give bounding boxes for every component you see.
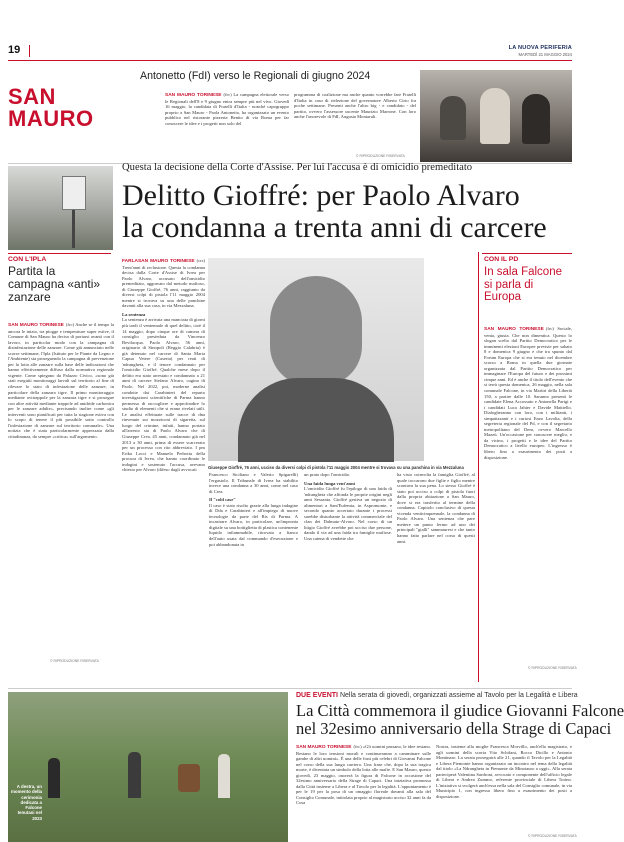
top-story-text-1: (frc) La campagna elettorale verso le Regionali dell'8 e 9 giugno entra sempre più nel vivo. Giovedì 16 maggio, la candidata di Fratelli d'Italia - nonché capogruppo proprio a San Mauro - Paola Antonetto, ha organizzato un evento pubblico nel ristorante pizzeria Benito di via Roma per far conoscere le idee e i progetti non solo del xyxy=(165,92,289,126)
section-label xyxy=(8,86,133,130)
header-rule xyxy=(8,60,572,61)
header-date: MARTEDÌ 21 MAGGIO 2024 xyxy=(518,52,572,57)
bottom-story-col1 xyxy=(296,744,431,838)
main-story-headline xyxy=(122,180,547,244)
left-story-rule xyxy=(8,253,111,254)
top-story-headline: Antonetto (FdI) verso le Regionali di giugno 2024 xyxy=(140,70,371,82)
main-story-col2 xyxy=(209,472,298,684)
top-story-col2 xyxy=(294,92,416,154)
bottom-story-text-1: (frc) «Gli uomini passano, le idee restano. Restano le loro tensioni morali e continueranno a camminare sulle gambe di altri uomini». È una delle frasi più celebri di Giovanni Falcone nel corso della sua lunga carriera. Una frase che, dopo la sua tragica morte, è diventata un simbolo della lotta alle mafie. E San Mauro, questo giovedì, 23 maggio, onorerà la figura di Falcone in occasione del 32esimo anniversario della Strage di Capaci. Una iniziativa promossa dalla Città insieme a Libera e al Tavolo per la legalità. L'appuntamento è per le 19 per la posa di un omaggio floreale davanti alla sala del Consiglio Comunale, intitolata proprio al magistrato ucciso 32 anni fa da Cosa xyxy=(296,744,431,806)
bottom-headline-line-2: nel 32esimo anniversario della Strage di Capaci xyxy=(296,719,612,738)
bottom-story-text-2: Nostra, insieme alla moglie Francesca Morvillo, anch'ella magistrato, e agli uomini della scorta Vito Schifani, Rocco Dicillo e Antonio Montinaro. La serata proseguirà alle 21, quando il Tavolo per la Legalità e Libera Piemonte hanno organizzato un incontro nel tema della legalità dal titolo «La Ndrangheta in Piemonte da Minotauro a oggi». Alla serata parteciperà Valentina Sardroni, avvocato e componente dell'ufficio legale di Libera e Andrea Zummo, referente provinciale di Libera Torino. L'iniziativa si svolgerà anch'essa nella sala del Consiglio comunale, in via Municipio 1, con ingresso libero fino a esaurimento dei posti a disposizione. xyxy=(436,744,572,799)
gioffre-photo-caption: Giuseppe Gioffré, 76 anni, ucciso da diversi colpi di pistola l'11 maggio 2004 mentre si trovava su una panchina in via Mezzaluna xyxy=(208,465,464,470)
main-headline-line-2: la condanna a trenta anni di carcere xyxy=(122,211,547,244)
bottom-story-repro: © RIPRODUZIONE RISERVATA xyxy=(528,834,577,838)
top-story-text-2: programma di coalizione ma anche quanto vorrebbe fare Fratelli d'Italia in caso di rielezione del governatore Alberto Cirio fra poche settimane. Presenti anche l'altro big - e candidato - del partito, ovvero l'assessore uscente Maurizio Marrone. Con loro anche l'onorevole di FdI, Augusta Montaruli. xyxy=(294,92,416,120)
main-story-col3 xyxy=(304,472,392,684)
falcone-photo-caption: A destra, un momento della cerimonia dedicata a Falcone tenutasi nel 2023 xyxy=(11,784,42,821)
left-story-kicker-top: CON L'IPLA xyxy=(8,256,47,263)
left-story-text: (frc) Anche se il tempo la ancora le inizio, tra piogge e temperature super estive, il Comune di San Mauro ha deciso di portarsi avanti con il lavoro, in particolar modo con la campagna di disinfestazione delle zanzare. Come già annunciato nelle scorse settimane, l'Ipla (Istituto per le Piante da Legno e l'Ambiente) sta proseguendo la campagna di prevenzione per la lotta alle zanzare sulla base delle indicazioni che hanno effettivamente diffuso dalla normativa regionale vigente. Come spiegano da Palazzo Civico, «sono già stati eseguiti monitoraggi larvali sul territorio al fine di rilevare lo stato di infestazione delle zanzare, in particolare della zanzara tigre. Il primo monitoraggio mediante ovitrappole per la zanzara tigre e si prosegue con altre attività mediante trappole ad anidride carbonica per le zanzare adulte», precisando inoltre come «gli interventi sono pianificati per tutta la stagione estiva con lo scopo di tenere il più possibile sotto controllo l'infestazione di zanzare sul territorio comunale». Una notizia che è stata particolarmente apprezzata dalla cittadinanza, da sempre «critica» sull'argomento. xyxy=(8,322,114,439)
left-story-headline: Partita la campagna «anti» zanzare xyxy=(8,264,101,304)
bottom-story-headline xyxy=(296,702,624,738)
right-story-headline: In sala Falcone si parla di Europa xyxy=(484,266,562,303)
main-story-col4-text: ha visto coinvolta la famiglia Gioffré, al quale toccarono due figlie e figlio mentre scontava la sua pena. Lo stesso Gioffré è stato poi ucciso a colpi di pistola fuori dalla propria abitazione a San Mauro, dove si era trasferito al termine della condanna. Capitolo conclusivo di questa vicenda venticinquennale, la condanna di Paolo Alvaro. Una sentenza che pare mettere un punto fermo ad uno dei principali "gialli" sammauresi e che tanto hanno fatto parlare nel corso di questi anni. xyxy=(397,472,475,544)
left-story-repro: © RIPRODUZIONE RISERVATA xyxy=(50,659,99,663)
top-story-repro: © RIPRODUZIONE RISERVATA xyxy=(356,154,405,158)
falcone-photo xyxy=(8,692,288,842)
main-story-sub-cold-case: Il "cold case" xyxy=(209,497,236,503)
main-headline-line-1: Delitto Gioffré: per Paolo Alvaro xyxy=(122,179,520,212)
main-story-col1 xyxy=(122,258,205,688)
main-story-col2-rest: Il caso è stato risolto grazie alla lunga indagine di Dda e Carabinieri e all'impiego di nuove tecnologie da parte del Ris di Parma. A incastrare Alvaro, in particolare, un'impronta digitale su una bottiglietta di plastica contenente liquido infiammabile, ritrovata a fianco dell'auto usata dal commando d'esecuzione e poi abbandonata in xyxy=(209,502,298,547)
bottom-story-strap xyxy=(296,692,578,699)
main-story-col2-text: Francesco Siciliano e Valerio Spigarelli) l'ergastolo. Il Tribunale di Ivrea ha stabilito invece una condanna a 30 anni, come nel caso di Crea. xyxy=(209,472,298,494)
bottom-story-col2 xyxy=(436,744,572,832)
main-story-col3-rest: L'omicidio Gioffré fu l'epilogo di una faida di 'ndrangheta che affonda le proprie origini negli anni Sessanta. Gioffré gestiva un negozio di alimentari a Sant'Eufemia, in Aspromonte, e secondo quanto accertato durante i processi sarebbe disturbante la attività commerciale del clan dei Dalmato-Alvaro. Nel corso di un litigio Gioffré avrebbe poi ucciso due persone, dando il via ad una faida tra famiglie mafiose. Una catena di vendette che xyxy=(304,486,392,542)
left-story-body xyxy=(8,322,114,657)
bottom-story-strap-text: Nella serata di giovedì, organizzati assieme al Tavolo per la Legalità e Libera xyxy=(339,692,578,699)
right-story-kicker: SAN MAURO TORINESE xyxy=(484,327,544,332)
right-story-kicker-top: CON IL PD xyxy=(484,256,519,263)
divider-bottom xyxy=(8,688,572,689)
header-separator xyxy=(29,45,30,57)
main-story-strap: Questa la decisione della Corte d'Assise. Per lui l'accusa è di omicidio premeditato xyxy=(122,162,473,173)
right-story-body xyxy=(484,326,572,664)
top-story-photo xyxy=(420,70,572,162)
right-story-text: (frc) Sociale, venta, giusta. Che non dimentica. Questo lo slogan scelto dal Partito Democratico per le imminenti elezioni Europee previste per sabato 8 e domenica 9 giugno e che tra spunto dal Forum Europa che si era tenuto nel dicembre scorso a Roma in quella due giornate organizzata dal Partito Democratico per immaginare l'Europa del futuro e dei prossimi cinque anni. Ed è anche il titolo dell'evento che si terrà questa domenica, 26 maggio, nella sala comunale Falcone, in via Martiri della Libertà 150, a partire dalle 10. Saranno presenti le candidate Elena Accossato e Antonella Parigi e i candidati Luca Jahier e Davide Mattiello. Dialogheranno con loro, con i militanti, i simpatizzanti e i curiosi Enzo Lavolta, della segreteria regionale del Pd, e con il segretario metropolitano del Dem, ovvero Marcello Mazzù. Un'occasione per conoscere meglio, e da vicino, i progetti e le idee del Partito Democratico a livello europeo. L'ingresso è libero fino a esaurimento dei posti a disposizione. xyxy=(484,326,572,460)
main-story-kicker: FARLASAN MAURO TORINESE xyxy=(122,259,195,264)
main-story-intro: (crs) Trent'anni di reclusione. Questa la condanna decisa dalla Corte d'Assise di Ivrea per Paolo Alvaro, accusato dell'omicidio premeditato, aggravato dal metodo mafioso, di Giuseppe Gioffré, 76 anni, raggiunto da diversi colpi di pistola l'11 maggio 2004 mentre si trovava su una delle panchine davanti alla sua casa, in via Mezzaluna. xyxy=(122,258,205,309)
page-number: 19 xyxy=(8,44,21,56)
bottom-story-kicker: SAN MAURO TORINESE xyxy=(296,745,352,750)
main-story-sub-sentenza: La sentenza xyxy=(122,311,146,317)
section-line-1: SAN xyxy=(8,84,56,109)
main-story-col1-rest: La sentenza è arrivata una manciata di giorni più tardi il ventennale di quel delitto, cioè il 14 maggio, dopo cinque ore di camera di consiglio presieduta da Vincenzo Bevilacqua. Paolo Alvaro, 56 anni, originario di Sinopoli (Reggio Calabria) è già detenuto nel carcere di Santa Maria Capua Vetere (Caserta) per reati di 'ndrangheta, e il tenore condannato per l'omicidio Gioffré. Qualche mese dopo il delitto era stato arrestato e condannato a 21 anni di carcere Stefano Alvaro, cugino di Paolo. Nel 2022, poi, moderne analisi condotte dai Carabinieri del reparto investigazioni scientifiche di Parma hanno permesso di raccogliere e approfondire lo studio di elementi che si erano rivelati utili. Le analisi effettuate sulle tracce di dna rinvenute sui mozziconi di sigaretta, sul luogo del crimine, infatti, hanno portato all'arresto sia di Paolo Alvaro che di Giuseppe Crea, 45 anni, condannato già nel 2013 a 30 anni, prima di essere scarcerato per un processo con rito abbreviato. I pm Erika Locci e Manuela Pedrotta della procura di Ivrea, che hanno coordinato le indagini e sostenuto l'accusa, avevano chiesto per Alvaro (difeso dagli avvocati xyxy=(122,317,205,473)
top-story-kicker: SAN MAURO TORINESE xyxy=(165,93,222,98)
left-story-kicker: SAN MAURO TORINESE xyxy=(8,323,64,328)
right-story-rule xyxy=(482,253,572,254)
main-story-col4 xyxy=(397,472,475,684)
masthead: LA NUOVA PERIFERIA xyxy=(508,45,572,51)
section-line-2: MAURO xyxy=(8,106,94,131)
bottom-story-kicker-tag: DUE EVENTI xyxy=(296,692,339,699)
main-story-sub-faida: Una faida lunga vent'anni xyxy=(304,480,355,486)
top-story-col1 xyxy=(165,92,289,158)
right-story-repro: © RIPRODUZIONE RISERVATA xyxy=(528,666,577,670)
ipla-photo xyxy=(8,166,113,250)
gioffre-photo xyxy=(208,258,424,461)
bottom-headline-line-1: La Città commemora il giudice Giovanni Falcone xyxy=(296,701,624,720)
main-story-col3-text: un prato dopo l'omicidio. xyxy=(304,472,351,477)
